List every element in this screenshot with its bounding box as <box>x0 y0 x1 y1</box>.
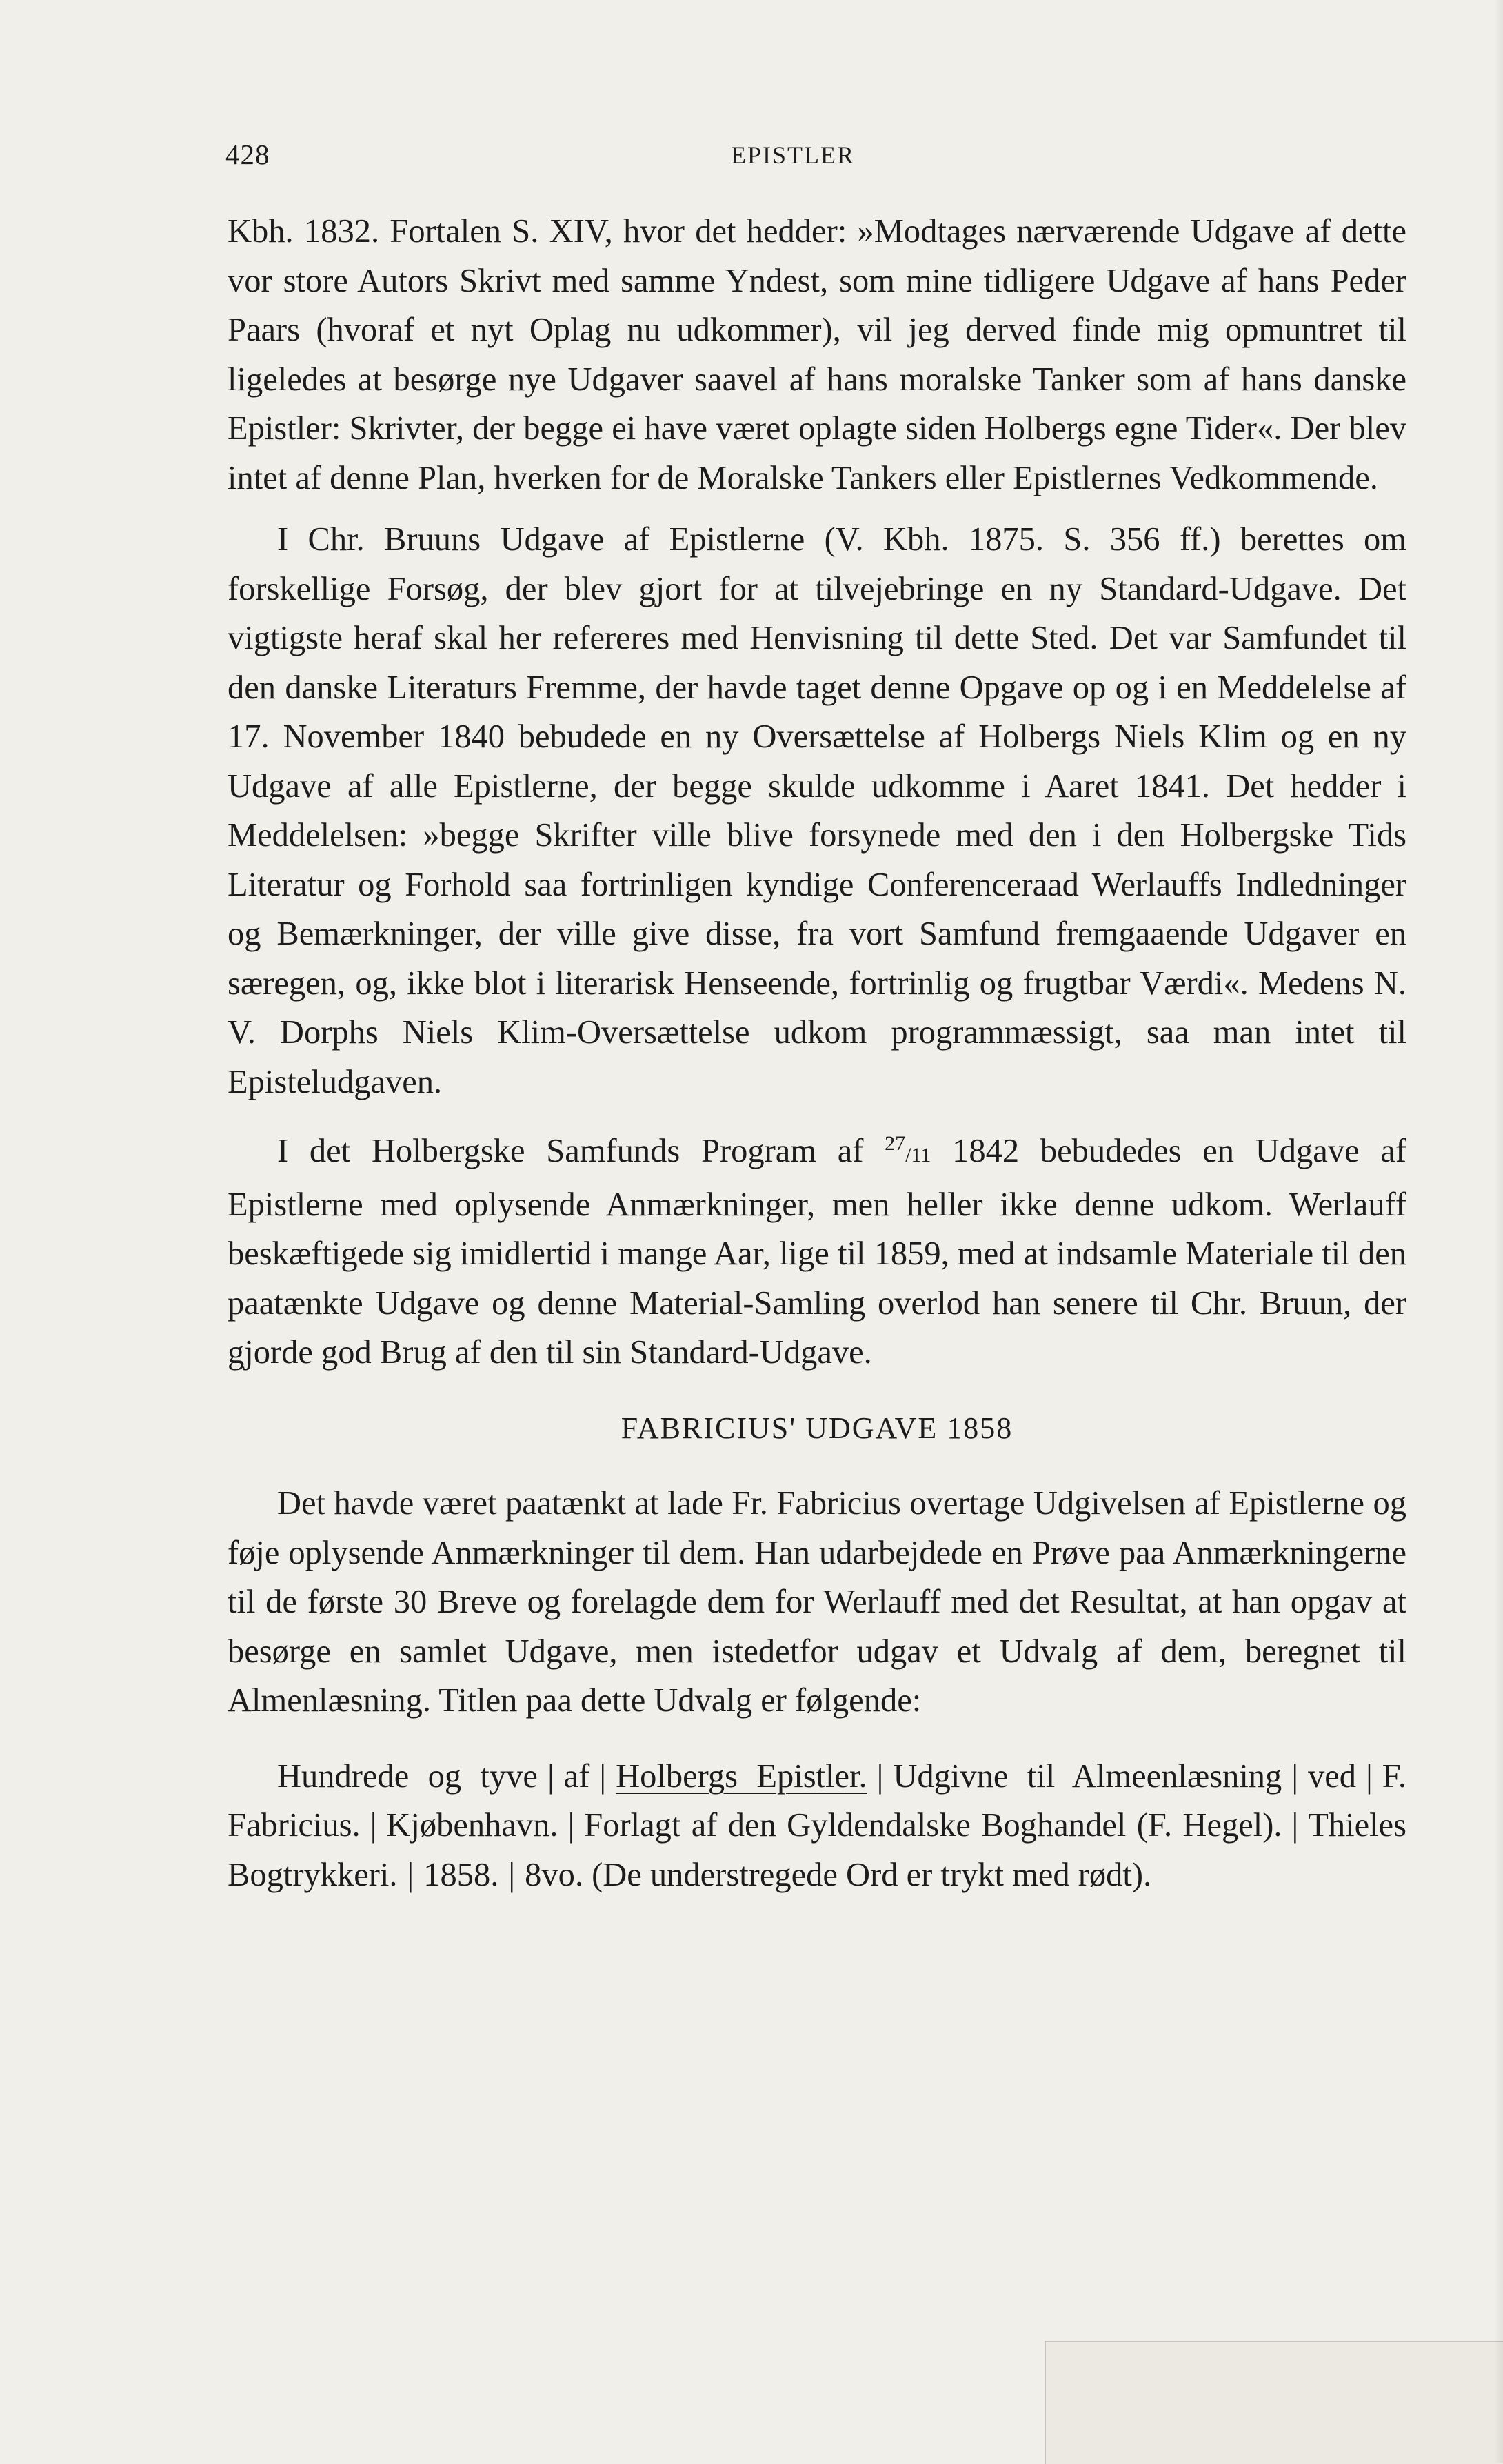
line-separator: | <box>1291 1757 1299 1795</box>
body-text <box>228 207 1406 1899</box>
line-separator: | <box>1291 1807 1299 1844</box>
section-heading: FABRICIUS' UDGAVE 1858 <box>621 1411 1013 1445</box>
book-title-transcription <box>228 1752 1406 1900</box>
paragraph-4: Det havde været paatænkt at lade Fr. Fabricius overtage Udgivelsen af Epistlerne og føje oplysende Anmærkninger til dem. Han udarbejdede en Prøve paa Anmærkningerne til de første 30 Breve og forelagde dem for Werlauff med det Resultat, at han opgav at besørge en samlet Udgave, men istedetfor udgav et Udvalg af dem, beregnet til Almenlæsning. Titlen paa dette Udvalg er følgende: <box>228 1485 1406 1719</box>
line-separator: | <box>567 1807 575 1844</box>
line-separator: | <box>370 1807 377 1844</box>
paragraph-3-start: I det Holbergske Samfunds Program af <box>277 1133 885 1170</box>
scan-corner-mark <box>1045 2341 1503 2464</box>
line-separator: | <box>407 1856 414 1893</box>
paragraph-3 <box>228 1119 1406 1377</box>
running-title: EPISTLER <box>731 141 856 169</box>
date-month: /11 <box>905 1144 931 1167</box>
title-year: 1858. <box>423 1856 499 1893</box>
line-separator: | <box>599 1757 607 1795</box>
page-number: 428 <box>225 139 270 170</box>
title-part-9: Thieles Bogtrykkeri. <box>228 1807 1406 1893</box>
paragraph-1: Kbh. 1832. Fortalen S. XIV, hvor det hedder: »Modtages nærværende Udgave af dette vor store Autors Skrivt med samme Yndest, som mine tidligere Udgave af hans Peder Paars (hvoraf et nyt Oplag nu udkommer), vil jeg derved finde mig opmuntret til ligeledes at besørge nye Udgaver saavel af hans moralske Tanker som af hans danske Epistler: Skrivter, der begge ei have været oplagte siden Holbergs egne Tider«. Der blev intet af denne Plan, hverken for de Moralske Tankers eller Epistlernes Vedkommende. <box>228 213 1406 496</box>
title-part-8: Forlagt af den Gyldendalske Boghandel (F. Hegel). <box>584 1807 1282 1844</box>
title-part-7: Kjøbenhavn. <box>386 1807 558 1844</box>
title-part-4: Udgivne til Almeenlæsning <box>893 1757 1282 1795</box>
line-separator: | <box>1366 1757 1373 1795</box>
line-separator: | <box>876 1757 884 1795</box>
title-part-1: Hundrede og tyve <box>277 1757 538 1795</box>
title-part-5: ved <box>1308 1757 1357 1795</box>
page-edge-shadow <box>1493 0 1503 2463</box>
title-part-2: af <box>563 1757 590 1795</box>
paragraph-2: I Chr. Bruuns Udgave af Epistlerne (V. Kbh. 1875. S. 356 ff.) berettes om forskellige Forsøg, der blev gjort for at tilvejebringe en ny Standard-Udgave. Det vigtigste heraf skal her refereres med Henvisning til dette Sted. Det var Samfundet til den danske Literaturs Fremme, der havde taget denne Opgave op og i en Meddelelse af 17. November 1840 bebudede en ny Oversættelse af Holbergs Niels Klim og en ny Udgave af alle Epistlerne, der begge skulde udkomme i Aaret 1841. Det hedder i Meddelelsen: »begge Skrifter ville blive forsynede med den i den Holbergske Tids Literatur og Forhold saa fortrinligen kyndige Conferenceraad Werlauffs Indledninger og Bemærkninger, der ville give disse, fra vort Samfund fremgaaende Udgaver en særegen, og, ikke blot i literarisk Henseende, fortrinlig og frugtbar Værdi«. Medens N. V. Dorphs Niels Klim-Oversættelse udkom programmæssigt, saa man intet til Episteludgaven. <box>228 521 1406 1100</box>
title-format: 8vo. <box>525 1856 583 1893</box>
date-day: 27 <box>885 1132 906 1155</box>
line-separator: | <box>547 1757 554 1795</box>
line-separator: | <box>508 1856 516 1893</box>
title-part-6: F. Fabricius. <box>228 1757 1406 1844</box>
title-underlined: Holbergs Epistler. <box>616 1757 867 1795</box>
paragraph-3-end: 1842 bebudedes en Udgave af Epistlerne med oplysende Anmærkninger, men heller ikke denne udkom. Werlauff beskæftigede sig imidlertid i mange Aar, lige til 1859, med at indsamle Materiale til den paatænkte Udgave og denne Material-Samling overlod han senere til Chr. Bruun, der gjorde god Brug af den til sin Standard-Udgave. <box>228 1133 1406 1371</box>
title-note: (De understregede Ord er trykt med rødt). <box>592 1856 1152 1893</box>
